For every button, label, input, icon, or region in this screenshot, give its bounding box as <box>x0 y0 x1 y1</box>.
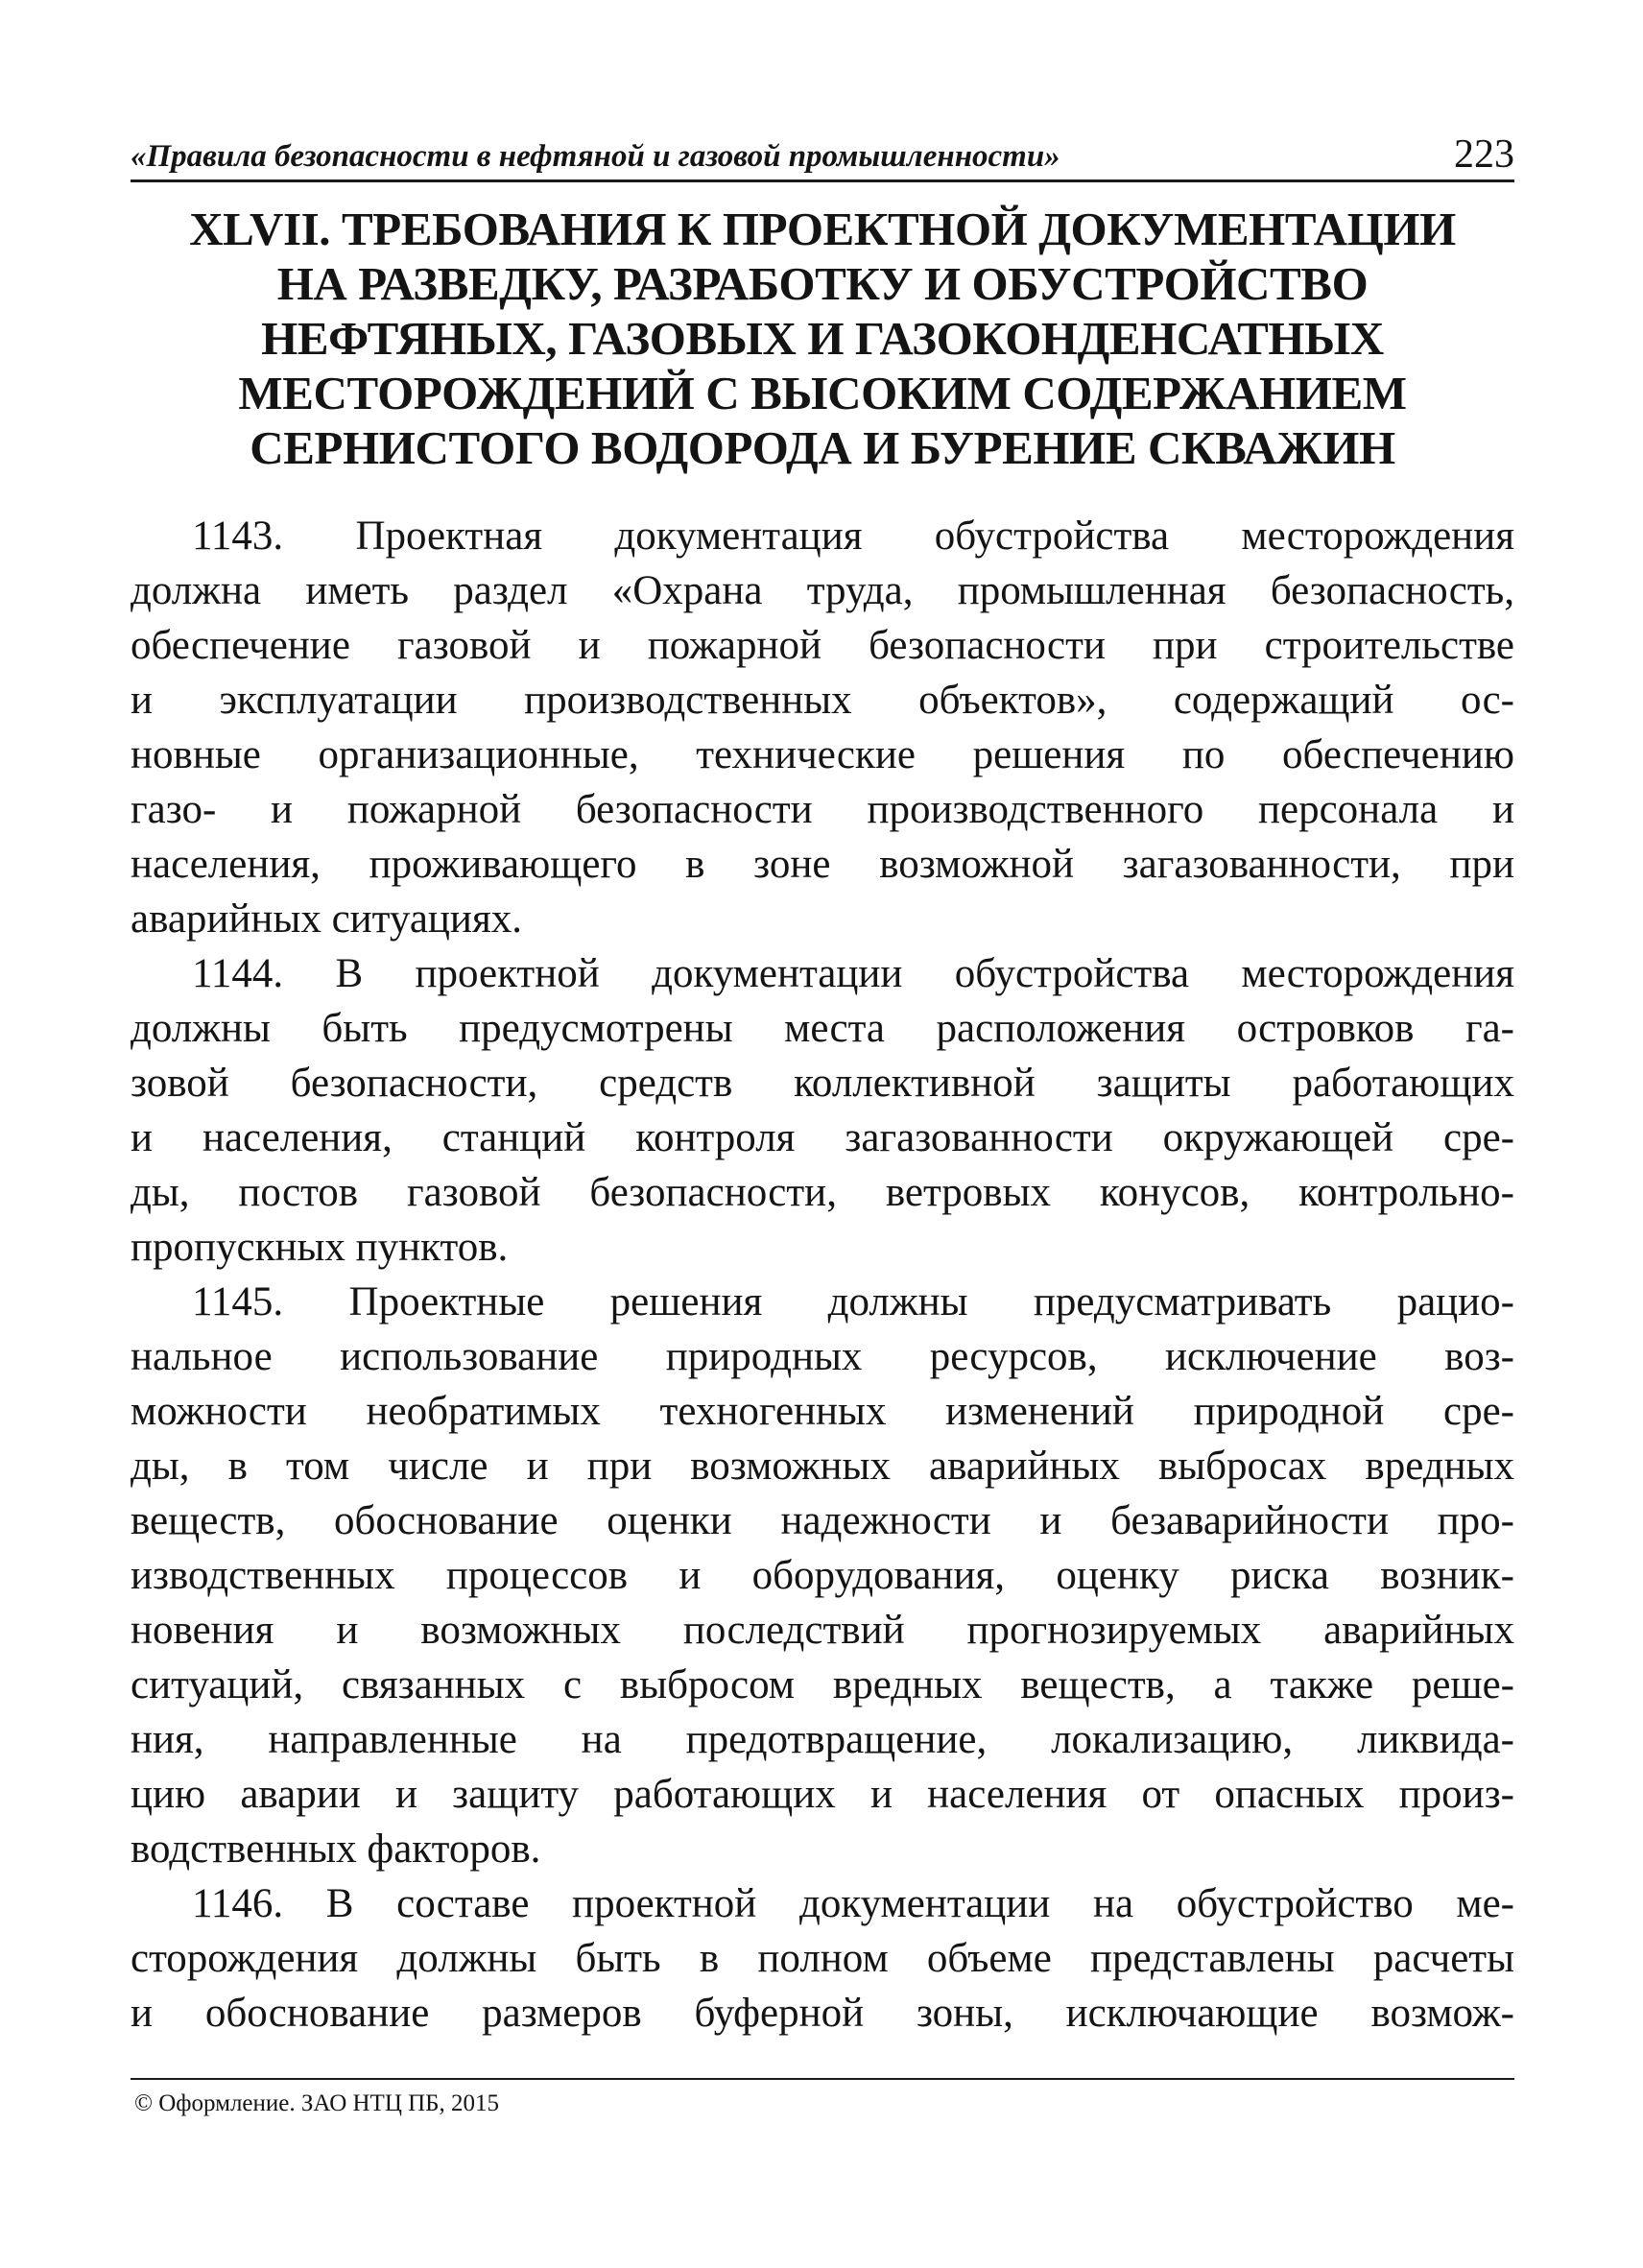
paragraph-1144 <box>131 946 1514 1275</box>
text-line: и населения, станций контроля загазованности окружающей сре- <box>131 1115 1514 1160</box>
text-line: 1144. В проектной документации обустройства месторождения <box>192 951 1514 996</box>
paragraph-1145 <box>131 1275 1514 1876</box>
text-line: аварийных ситуациях. <box>131 896 522 942</box>
text-line: нальное использование природных ресурсов, исключение воз- <box>131 1334 1514 1379</box>
paragraph-1143 <box>131 509 1514 946</box>
text-line: газо- и пожарной безопасности производственного персонала и <box>131 787 1514 832</box>
paragraph-1146 <box>131 1876 1514 2041</box>
text-line: и обоснование размеров буферной зоны, исключающие возмож- <box>131 1991 1514 2036</box>
text-line: изводственных процессов и оборудования, оценку риска возник- <box>131 1553 1514 1598</box>
text-line: можности необратимых техногенных изменений природной сре- <box>131 1389 1514 1434</box>
text-line: должна иметь раздел «Охрана труда, промышленная безопасность, <box>131 568 1514 613</box>
running-title: «Правила безопасности в нефтяной и газовой промышленности» <box>131 139 1060 174</box>
text-line: ды, постов газовой безопасности, ветровых конусов, контрольно- <box>131 1170 1514 1215</box>
running-header <box>131 132 1514 182</box>
document-page <box>131 115 1514 2169</box>
heading-line: XLVII. ТРЕБОВАНИЯ К ПРОЕКТНОЙ ДОКУМЕНТАЦИИ <box>189 203 1456 255</box>
heading-line: СЕРНИСТОГО ВОДОРОДА И БУРЕНИЕ СКВАЖИН <box>250 421 1395 474</box>
text-line: цию аварии и защиту работающих и населения от опасных произ- <box>131 1772 1514 1817</box>
text-line: населения, проживающего в зоне возможной загазованности, при <box>131 842 1514 887</box>
text-line: пропускных пунктов. <box>131 1225 509 1270</box>
heading-line: МЕСТОРОЖДЕНИЙ С ВЫСОКИМ СОДЕРЖАНИЕМ <box>238 367 1407 419</box>
text-line: 1143. Проектная документация обустройства месторождения <box>192 513 1514 559</box>
text-line: 1145. Проектные решения должны предусматривать рацио- <box>192 1279 1514 1325</box>
text-line: ния, направленные на предотвращение, локализацию, ликвида- <box>131 1717 1514 1762</box>
section-heading <box>131 202 1514 475</box>
text-line: 1146. В составе проектной документации на обустройство ме- <box>192 1881 1514 1926</box>
text-line: сторождения должны быть в полном объеме представлены расчеты <box>131 1936 1514 1981</box>
text-line: и эксплуатации производственных объектов», содержащий ос- <box>131 678 1514 723</box>
text-line: веществ, обоснование оценки надежности и безаварийности про- <box>131 1498 1514 1543</box>
footer-copyright: © Оформление. ЗАО НТЦ ПБ, 2015 <box>134 2090 500 2116</box>
page-number: 223 <box>1454 132 1514 177</box>
text-line: водственных факторов. <box>131 1826 541 1872</box>
text-line: новения и возможных последствий прогнозируемых аварийных <box>131 1608 1514 1653</box>
text-line: ситуаций, связанных с выбросом вредных веществ, а также реше- <box>131 1662 1514 1707</box>
text-line: обеспечение газовой и пожарной безопасности при строительстве <box>131 623 1514 668</box>
text-line: новные организационные, технические решения по обеспечению <box>131 732 1514 777</box>
heading-line: НА РАЗВЕДКУ, РАЗРАБОТКУ И ОБУСТРОЙСТВО <box>276 257 1369 310</box>
footer-divider <box>131 2078 1514 2080</box>
text-line: должны быть предусмотрены места расположения островков га- <box>131 1006 1514 1051</box>
text-line: зовой безопасности, средств коллективной защиты работающих <box>131 1061 1514 1106</box>
text-line: ды, в том числе и при возможных аварийных выбросах вредных <box>131 1444 1514 1489</box>
body-text <box>131 509 1514 2041</box>
heading-line: НЕФТЯНЫХ, ГАЗОВЫХ И ГАЗОКОНДЕНСАТНЫХ <box>261 312 1384 365</box>
